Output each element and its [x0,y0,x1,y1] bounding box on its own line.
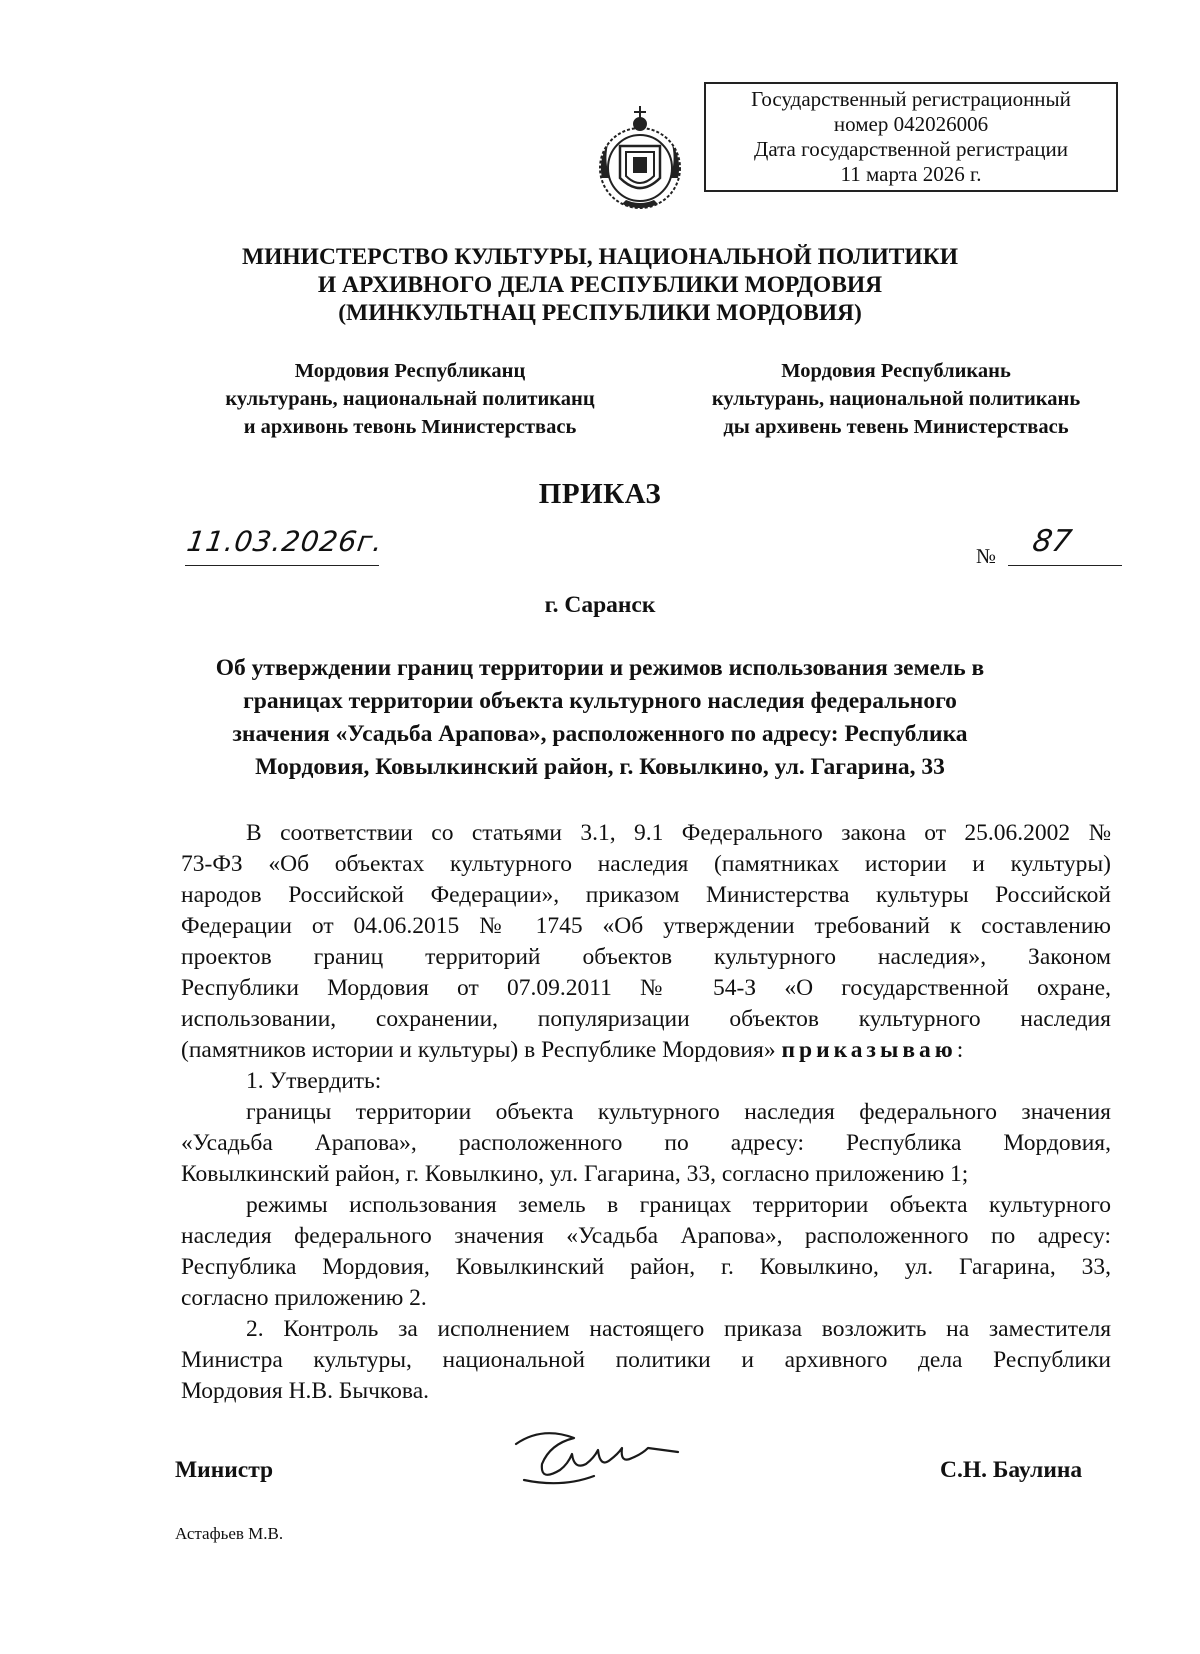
document-title: ПРИКАЗ [538,478,662,510]
order-date [185,525,385,575]
ministry-name-erzya [676,357,1116,441]
order-word: приказываю [781,1037,957,1063]
registration-line: Дата государственной регистрации [754,137,1068,161]
handwritten-number: 87 [1029,524,1075,559]
body-line: проектов границ территорий объектов культурного наследия», Законом [181,944,1111,970]
body-line: Республики Мордовия от 07.09.2011 № 54-З «О государственной охране, [181,975,1111,1001]
body-line: народов Российской Федерации», приказом Министерства культуры Российской [181,882,1111,908]
item-1-heading: 1. Утвердить: [246,1068,382,1094]
registration-date: 11 марта 2026 г. [840,162,982,186]
city: г. Саранск [544,592,656,618]
item-1b-line: Республика Мордовия, Ковылкинский район, г. Ковылкино, ул. Гагарина, 33, [181,1254,1111,1280]
ministry-abbreviation: (МИНКУЛЬТНАЦ РЕСПУБЛИКИ МОРДОВИЯ) [338,300,862,326]
ministry-name-moksha [190,357,630,441]
signer-title: Министр [175,1457,274,1483]
erzya-line: культурань, национальной политикань [711,388,1081,410]
body-line: (памятников истории и культуры) в Республике Мордовия» [181,1037,776,1063]
coat-of-arms-icon [592,100,688,212]
ministry-header [0,243,1200,327]
item-2-line: Мордовия Н.В. Бычкова. [181,1378,430,1404]
body-line-with-order [181,1035,1111,1066]
number-sign: № [976,544,997,568]
erzya-line: Мордовия Республикань [781,360,1011,382]
body-line: использовании, сохранении, популяризации объектов культурного наследия [181,1006,1111,1032]
subject-line: Мордовия, Ковылкинский район, г. Ковылкино, ул. Гагарина, 33 [255,754,945,780]
executor-name: Астафьев М.В. [175,1524,284,1543]
registration-number: номер 042026006 [833,112,989,136]
number-underline [1008,565,1122,566]
item-2-line: Министра культуры, национальной политики и архивного дела Республики [181,1347,1111,1373]
date-underline [185,565,379,566]
item-1b-line: согласно приложению 2. [181,1285,427,1311]
item-1b-line: режимы использования земель в границах территории объекта культурного [246,1192,1111,1218]
signature [502,1424,688,1498]
order-subject [0,652,1200,784]
moksha-line: культурань, национальнай политиканц [225,388,595,410]
moksha-line: Мордовия Республиканц [294,360,526,382]
body-line: 73-ФЗ «Об объектах культурного наследия (памятниках истории и культуры) [181,851,1111,877]
handwritten-date: 11.03.2026г. [184,525,386,558]
registration-stamp [704,82,1118,192]
body-line: Федерации от 04.06.2015 № 1745 «Об утверждении требований к составлению [181,913,1111,939]
item-1b-line: наследия федерального значения «Усадьба Арапова», расположенного по адресу: [181,1223,1111,1249]
order-number [976,524,1124,576]
item-1a-line: Ковылкинский район, г. Ковылкино, ул. Гагарина, 33, согласно приложению 1; [181,1161,969,1187]
order-colon: : [956,1037,964,1063]
subject-line: Об утверждении границ территории и режимов использования земель в [215,655,985,681]
item-1a-line: «Усадьба Арапова», расположенного по адресу: Республика Мордовия, [181,1130,1111,1156]
erzya-line: ды архивень тевень Министерствась [723,416,1069,438]
body-line: В соответствии со статьями 3.1, 9.1 Федерального закона от 25.06.2002 № [246,820,1111,846]
signer-name: С.Н. Баулина [940,1457,1083,1483]
subject-line: значения «Усадьба Арапова», расположенного по адресу: Республика [232,721,968,747]
item-2-line: 2. Контроль за исполнением настоящего приказа возложить на заместителя [246,1316,1111,1342]
order-body [181,818,1111,1407]
ministry-line: МИНИСТЕРСТВО КУЛЬТУРЫ, НАЦИОНАЛЬНОЙ ПОЛИТИКИ [241,244,959,270]
subject-line: границах территории объекта культурного наследия федерального [243,688,957,714]
moksha-line: и архивонь тевонь Министерствась [243,416,577,438]
registration-line: Государственный регистрационный [751,87,1071,111]
ministry-line: И АРХИВНОГО ДЕЛА РЕСПУБЛИКИ МОРДОВИЯ [317,272,883,298]
item-1a-line: границы территории объекта культурного наследия федерального значения [246,1099,1111,1125]
